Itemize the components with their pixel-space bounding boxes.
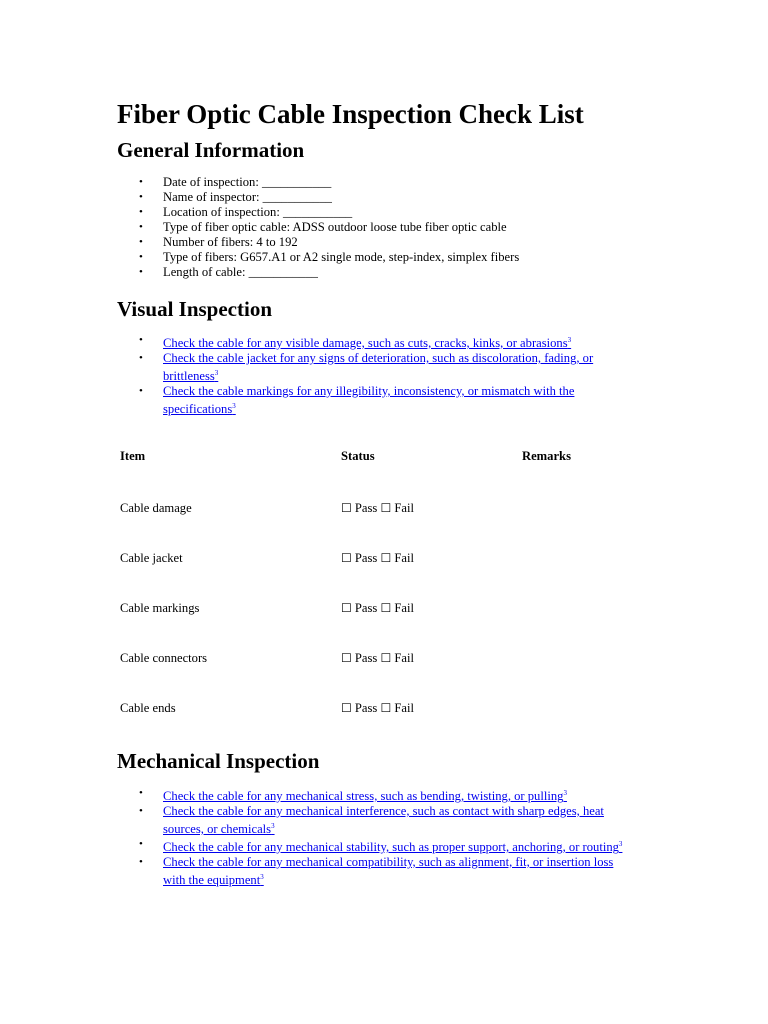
pass-checkbox[interactable]: ☐ — [341, 550, 352, 565]
reference-number: 3 — [214, 369, 219, 377]
list-item — [117, 351, 627, 384]
list-item — [117, 384, 627, 417]
fail-label: Fail — [394, 500, 414, 515]
table-row — [117, 483, 677, 533]
list-item: • Date of inspection: ___________ — [139, 175, 332, 189]
pass-checkbox[interactable]: ☐ — [341, 500, 352, 515]
status-cell — [338, 483, 519, 533]
list-item — [117, 855, 627, 888]
section-heading-general: General Information — [117, 138, 305, 162]
remarks-cell — [519, 583, 677, 633]
reference-number: 3 — [232, 402, 236, 410]
list-item: • Type of fiber optic cable: ADSS outdoor loose tube fiber optic cable — [139, 220, 507, 234]
reference-number: 3 — [260, 873, 264, 881]
list-item — [117, 333, 627, 351]
column-header-status: Status — [341, 449, 375, 463]
pass-checkbox[interactable]: ☐ — [341, 650, 352, 665]
reference-number: 3 — [271, 822, 275, 830]
bullet-icon: • — [139, 838, 143, 850]
table-row — [117, 583, 677, 633]
general-info-list — [117, 175, 677, 280]
reference-number: 3 — [567, 336, 572, 344]
list-item: • Number of fibers: 4 to 192 — [139, 235, 298, 249]
visual-inspection-list — [117, 333, 627, 417]
pass-label: Pass — [354, 650, 378, 665]
pass-checkbox[interactable]: ☐ — [341, 700, 352, 715]
visual-link-markings[interactable]: Check the cable markings for any illegibility, inconsistency, or mismatch with the specifications$^3$ — [163, 384, 575, 416]
section-heading-mechanical: Mechanical Inspection — [117, 749, 320, 773]
fail-checkbox[interactable]: ☐ — [380, 700, 392, 715]
pass-label: Pass — [354, 550, 378, 565]
fail-label: Fail — [394, 550, 414, 565]
mechanical-link-compatibility[interactable]: Check the cable for any mechanical compatibility, such as alignment, fit, or insertion loss with the equipment$^3$ — [163, 855, 614, 887]
item-cell: Cable markings — [120, 600, 200, 615]
list-item — [117, 804, 627, 837]
bullet-icon: • — [139, 251, 143, 263]
pass-label: Pass — [354, 700, 378, 715]
mechanical-link-stress[interactable]: Check the cable for any mechanical stress, such as bending, twisting, or pulling$^3$ — [163, 789, 567, 803]
fail-label: Fail — [394, 650, 414, 665]
item-cell: Cable jacket — [120, 550, 183, 565]
bullet-icon: • — [139, 266, 143, 278]
visual-inspection-table — [117, 449, 677, 733]
item-cell: Cable damage — [120, 500, 192, 515]
pass-label: Pass — [354, 600, 378, 615]
table-header-row — [117, 449, 677, 483]
table-row — [117, 633, 677, 683]
list-item: • Location of inspection: ___________ — [139, 205, 353, 219]
reference-number: 3 — [563, 789, 567, 797]
remarks-cell — [519, 683, 677, 733]
bullet-icon: • — [139, 334, 143, 346]
list-item: • Type of fibers: G657.A1 or A2 single mode, step-index, simplex fibers — [139, 250, 520, 264]
bullet-icon: • — [139, 191, 143, 203]
column-header-remarks: Remarks — [522, 449, 571, 463]
document-content — [117, 96, 677, 888]
fail-label: Fail — [394, 700, 414, 715]
table-row — [117, 683, 677, 733]
fail-checkbox[interactable]: ☐ — [380, 650, 392, 665]
bullet-icon: • — [139, 787, 143, 799]
list-item: • Name of inspector: ___________ — [139, 190, 332, 204]
visual-link-jacket[interactable]: Check the cable jacket for any signs of deterioration, such as discoloration, fading, or brittleness$^3$ — [163, 351, 594, 383]
bullet-icon: • — [139, 805, 143, 817]
column-header-item: Item — [120, 449, 146, 463]
reference-number: 3 — [618, 840, 623, 848]
fail-checkbox[interactable]: ☐ — [380, 600, 392, 615]
pass-checkbox[interactable]: ☐ — [341, 600, 352, 615]
fail-checkbox[interactable]: ☐ — [380, 500, 392, 515]
item-cell: Cable ends — [120, 700, 176, 715]
pass-label: Pass — [354, 500, 378, 515]
bullet-icon: • — [139, 206, 143, 218]
mechanical-link-interference[interactable]: Check the cable for any mechanical interference, such as contact with sharp edges, heat sources, or chemicals$^3$ — [163, 804, 604, 836]
status-cell — [338, 583, 519, 633]
remarks-cell — [519, 483, 677, 533]
bullet-icon: • — [139, 385, 143, 397]
section-heading-visual: Visual Inspection — [117, 297, 273, 321]
list-item — [117, 837, 627, 855]
remarks-cell — [519, 633, 677, 683]
visual-link-damage[interactable]: Check the cable for any visible damage, such as cuts, cracks, kinks, or abrasions$^3$ — [163, 336, 572, 350]
item-cell: Cable connectors — [120, 650, 208, 665]
bullet-icon: • — [139, 856, 143, 868]
fail-checkbox[interactable]: ☐ — [380, 550, 392, 565]
remarks-cell — [519, 533, 677, 583]
status-cell — [338, 533, 519, 583]
bullet-icon: • — [139, 221, 143, 233]
list-item — [117, 786, 627, 804]
fail-label: Fail — [394, 600, 414, 615]
mechanical-inspection-list — [117, 786, 627, 888]
list-item: • Length of cable: ___________ — [139, 265, 318, 279]
page-title: Fiber Optic Cable Inspection Check List — [117, 99, 584, 129]
bullet-icon: • — [139, 236, 143, 248]
status-cell — [338, 683, 519, 733]
bullet-icon: • — [139, 352, 143, 364]
status-cell — [338, 633, 519, 683]
bullet-icon: • — [139, 176, 143, 188]
mechanical-link-stability[interactable]: Check the cable for any mechanical stability, such as proper support, anchoring, or routing$^3$ — [163, 840, 623, 854]
table-row — [117, 533, 677, 583]
